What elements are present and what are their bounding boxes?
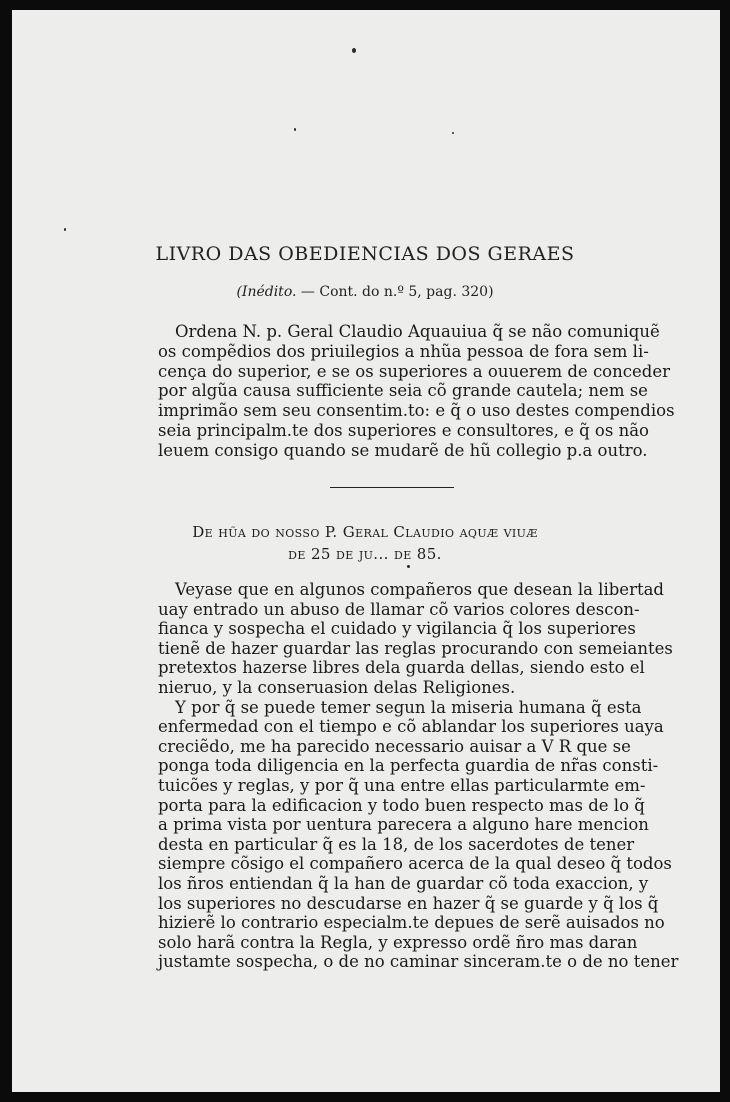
text-line: porta para la edificacion y todo buen respecto mas de lo q̃	[158, 795, 645, 815]
text-line: imprimão sem seu consentim.to: e q̃ o uso destes compendios	[158, 401, 675, 421]
text-line: pretextos hazerse libres dela guarda dellas, siendo esto el	[158, 658, 645, 678]
text-line: Ordena N. p. Geral Claudio Aquauiua q̃ se não comuniquẽ	[175, 322, 660, 341]
text-line: siempre cõsigo el compañero acerca de la qual deseo q̃ todos	[158, 854, 672, 874]
letter-body	[158, 580, 679, 972]
text-line: los superiores no descudarse en hazer q̃ se guarde y q̃ los q̃	[158, 893, 659, 913]
print-speck	[352, 48, 356, 53]
text-line: Y por q̃ se puede temer segun la miseria humana q̃ esta	[175, 697, 642, 717]
subtitle-rest: — Cont. do n.º 5, pag. 320)	[296, 284, 494, 300]
text-line: solo harã contra la Regla, y expresso ordẽ ñro mas daran	[158, 932, 638, 952]
text-line: creciẽdo, me ha parecido necessario auisar a V R que se	[158, 736, 631, 756]
print-speck	[64, 228, 66, 231]
text-line: uay entrado un abuso de llamar cõ varios colores descon-	[158, 599, 640, 619]
text-line: enfermedad con el tiempo e cõ ablandar los superiores uaya	[158, 717, 664, 737]
print-speck	[452, 132, 454, 134]
text-line: cença do superior, e se os superiores a ouuerem de conceder	[158, 361, 670, 381]
text-line: ponga toda diligencia en la perfecta guardia de nr̃as consti-	[158, 756, 659, 776]
text-line: justamte sospecha, o de no caminar sinceram.te o de no tener	[158, 952, 679, 972]
text-line: fianca y sospecha el cuidado y vigilancia q̃ los superiores	[158, 619, 636, 639]
text-line: os compẽdios dos priuilegios a nhũa pessoa de fora sem li-	[158, 341, 649, 361]
print-speck	[407, 565, 410, 568]
text-line: desta en particular q̃ es la 18, de los sacerdotes de tener	[158, 834, 635, 854]
text-line: seia principalm.te dos superiores e consultores, e q̃ os não	[158, 420, 649, 440]
heading-line-1: De hũa do nosso P. Geral Claudio aquæ viuæ	[192, 523, 538, 541]
text-line: los ñros entiendan q̃ la han de guardar cõ toda exaccion, y	[158, 873, 649, 893]
text-line: hizierẽ lo contrario especialm.te depues de serẽ auisados no	[158, 913, 665, 933]
document-title: LIVRO DAS OBEDIENCIAS DOS GERAES	[155, 243, 575, 265]
text-line: por algũa causa sufficiente seia cõ grande cautela; nem se	[158, 381, 648, 401]
text-line: tienẽ de hazer guardar las reglas procurando con semeiantes	[158, 638, 673, 658]
document-subtitle	[0, 284, 730, 300]
text-line: nieruo, y la conseruasion delas Religiones.	[158, 677, 516, 697]
print-speck	[294, 128, 296, 131]
section-heading	[0, 521, 730, 565]
section-divider	[330, 487, 454, 488]
text-line: tuicões y reglas, y por q̃ una entre ellas particularmte em-	[158, 775, 646, 795]
paragraph-obedience	[158, 322, 675, 461]
text-line: a prima vista por uentura parecera a alguno hare mencion	[158, 815, 649, 835]
text-line: leuem consigo quando se mudarẽ de hũ collegio p.a outro.	[158, 440, 648, 460]
subtitle-italic: (Inédito.	[236, 284, 297, 300]
heading-line-2: de 25 de ju... de 85.	[288, 545, 442, 563]
text-line: Veyase que en algunos compañeros que desean la libertad	[175, 580, 664, 599]
